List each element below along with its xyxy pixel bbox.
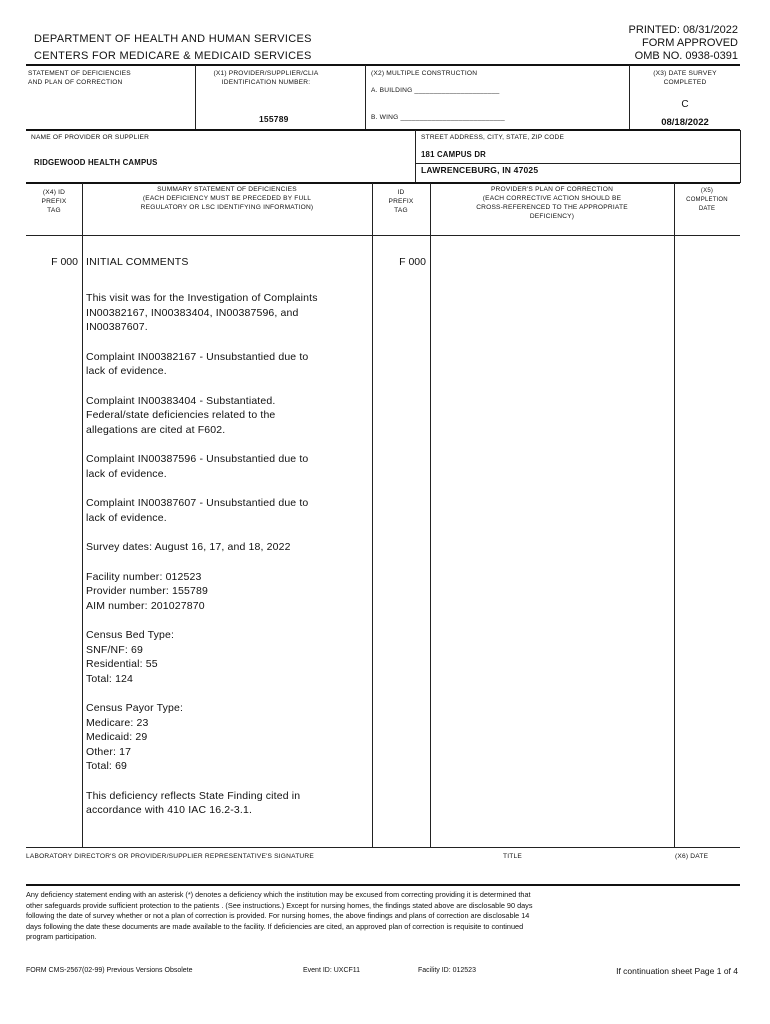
department-name: DEPARTMENT OF HEALTH AND HUMAN SERVICES	[34, 33, 312, 45]
form-top-rule	[26, 64, 740, 66]
signature-label: LABORATORY DIRECTOR'S OR PROVIDER/SUPPLIER REPRESENTATIVE'S SIGNATURE	[26, 853, 314, 860]
x2-label: (X2) MULTIPLE CONSTRUCTION	[371, 70, 478, 77]
deficiency-text	[86, 291, 366, 833]
summary-header: SUMMARY STATEMENT OF DEFICIENCIES (EACH DEFICIENCY MUST BE PRECEDED BY FULL REGULATORY OR LSC IDENTIFYING INFORMATION)	[140, 186, 314, 211]
title-label: TITLE	[503, 853, 522, 860]
deficiency-title: INITIAL COMMENTS	[86, 256, 189, 268]
x3-label: (X3) DATE SURVEY COMPLETED	[653, 70, 717, 86]
plan-header: PROVIDER'S PLAN OF CORRECTION (EACH CORRECTIVE ACTION SHOULD BE CROSS-REFERENCED TO THE APPROPRIATE DEFICIENCY)	[476, 186, 628, 220]
omb-number: OMB NO. 0938-0391	[634, 50, 738, 62]
x5-header: (X5) COMPLETION DATE	[686, 188, 728, 212]
survey-date: 08/18/2022	[661, 117, 709, 128]
x4-header: (X4) ID PREFIX TAG	[41, 189, 67, 214]
address-line2: LAWRENCEBURG, IN 47025	[421, 165, 539, 175]
deficiency-paragraph: Complaint IN00383404 - Substantiated. Federal/state deficiencies related to the allegations are cited at F602.	[86, 394, 276, 436]
divider	[365, 65, 366, 130]
form-number: FORM CMS-2567(02-99) Previous Versions Obsolete	[26, 967, 193, 974]
survey-code: C	[681, 99, 689, 110]
address-line1: 181 CAMPUS DR	[421, 150, 486, 159]
form-approved: FORM APPROVED	[642, 37, 738, 49]
address-label: STREET ADDRESS, CITY, STATE, ZIP CODE	[421, 134, 565, 141]
column-divider	[430, 183, 431, 847]
page-indicator: If continuation sheet Page 1 of 4	[616, 966, 738, 976]
form-rule	[26, 129, 740, 131]
x1-label: (X1) PROVIDER/SUPPLIER/CLIA IDENTIFICATION NUMBER:	[213, 70, 319, 86]
divider	[740, 130, 741, 183]
provider-id: 155789	[259, 114, 289, 124]
date-label: (X6) DATE	[675, 853, 709, 860]
column-divider	[82, 183, 83, 847]
wing-label: B. WING ___________________________	[371, 114, 505, 121]
deficiency-paragraph: Complaint IN00387607 - Unsubstantied due to lack of evidence.	[86, 497, 309, 524]
building-label: A. BUILDING ______________________	[371, 87, 500, 94]
deficiency-paragraph: Census Payor Type: Medicare: 23 Medicaid: 29 Other: 17 Total: 69	[86, 702, 184, 772]
statement-label: STATEMENT OF DEFICIENCIES AND PLAN OF CORRECTION	[28, 70, 131, 86]
signature-top-rule	[26, 847, 740, 848]
divider	[415, 130, 416, 183]
deficiency-paragraph: Survey dates: August 16, 17, and 18, 2022	[86, 541, 291, 553]
columns-top-rule	[26, 182, 740, 184]
deficiency-paragraph: Facility number: 012523 Provider number: 155789 AIM number: 201027870	[86, 570, 208, 612]
column-divider	[372, 183, 373, 847]
deficiency-paragraph: This visit was for the Investigation of Complaints IN00382167, IN00383404, IN00387596, and IN00387607.	[86, 292, 318, 333]
divider	[415, 163, 740, 164]
agency-name: CENTERS FOR MEDICARE & MEDICAID SERVICES	[34, 50, 312, 62]
disclaimer-text: Any deficiency statement ending with an asterisk (*) denotes a deficiency which the institution may be excused from correcting providing it is determined that other safeguards provide sufficient protection to the patients . (See instructions.) Except for nursing homes, the findings stated above are disclosable 90 days following the date of survey whether or not a plan of correction is provided. For nursing homes, the above findings and plans of correction are disclosable 14 days following the date these documents are made available to the facility. If deficiencies are cited, an approved plan of correction is requisite to continued program participation.	[26, 890, 533, 941]
deficiency-paragraph: Complaint IN00382167 - Unsubstantied due to lack of evidence.	[86, 350, 309, 377]
provider-name: RIDGEWOOD HEALTH CAMPUS	[34, 158, 158, 167]
deficiency-paragraph: This deficiency reflects State Finding cited in accordance with 410 IAC 16.2-3.1.	[86, 789, 301, 816]
columns-bottom-rule	[26, 235, 740, 236]
provider-name-label: NAME OF PROVIDER OR SUPPLIER	[31, 134, 150, 141]
tag-prefix-right: F 000	[399, 256, 426, 268]
deficiency-paragraph: Complaint IN00387596 - Unsubstantied due to lack of evidence.	[86, 453, 309, 480]
tag-prefix-left: F 000	[51, 256, 78, 268]
deficiency-paragraph: Census Bed Type: SNF/NF: 69 Residential: 55 Total: 124	[86, 629, 175, 685]
printed-date: PRINTED: 08/31/2022	[628, 24, 738, 36]
id-header: ID PREFIX TAG	[388, 189, 414, 214]
signature-bottom-rule	[26, 884, 740, 886]
event-id: Event ID: UXCF11	[303, 967, 361, 974]
column-divider	[674, 183, 675, 847]
facility-id: Facility ID: 012523	[418, 967, 476, 974]
